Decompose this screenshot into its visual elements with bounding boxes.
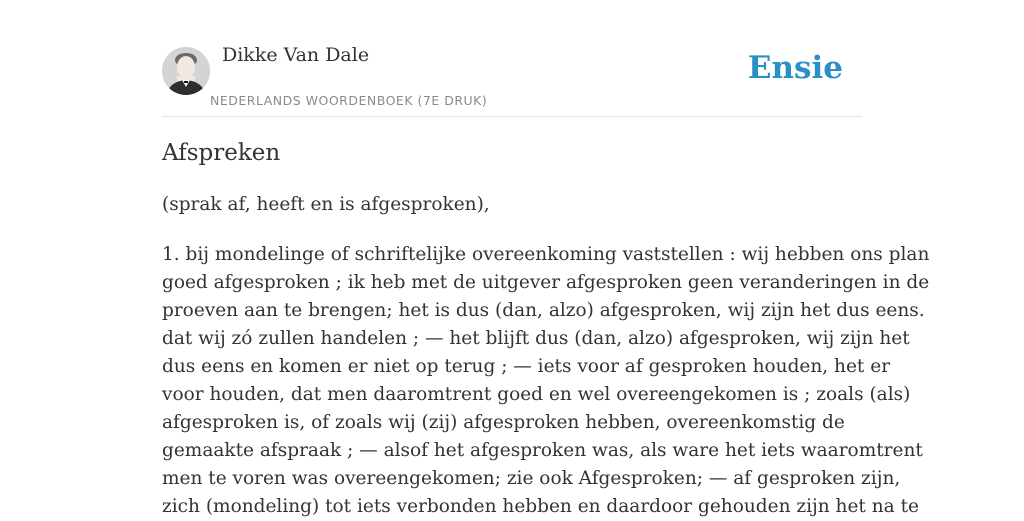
author-avatar[interactable] (162, 47, 210, 95)
header (162, 0, 862, 117)
definition-line: 1. bij mondelinge of schriftelijke overeenkoming vaststellen : wij hebben ons plan (162, 244, 930, 265)
definition-line: voor houden, dat men daaromtrent goed en wel overeengekomen is ; zoals (als) (162, 384, 911, 405)
definition-line: proeven aan te brengen; het is dus (dan, alzo) afgesproken, wij zijn het dus eens. (162, 300, 925, 321)
portrait-icon (162, 47, 210, 95)
entry-definition (162, 241, 930, 521)
definition-line: gemaakte afspraak ; — alsof het afgesproken was, als ware het iets waaromtrent (162, 440, 923, 461)
entry-summary: (sprak af, heeft en is afgesproken), (162, 194, 490, 215)
source-title[interactable]: NEDERLANDS WOORDENBOEK (7E DRUK) (210, 93, 488, 108)
entry-title: Afspreken (162, 140, 281, 166)
definition-line: dus eens en komen er niet op terug ; — iets voor af gesproken houden, het er (162, 356, 891, 377)
definition-line: afgesproken is, of zoals wij (zij) afgesproken hebben, overeenkomstig de (162, 412, 845, 433)
definition-line: dat wij zó zullen handelen ; — het blijft dus (dan, alzo) afgesproken, wij zijn het (162, 328, 910, 349)
brand-logo[interactable]: Ensie (747, 50, 843, 86)
page (162, 0, 930, 517)
author-name[interactable]: Dikke Van Dale (222, 44, 370, 66)
definition-line: men te voren was overeengekomen; zie ook Afgesproken; — af gesproken zijn, (162, 468, 901, 489)
definition-line: goed afgesproken ; ik heb met de uitgever afgesproken geen veranderingen in de (162, 272, 930, 293)
definition-line: zich (mondeling) tot iets verbonden hebben en daardoor gehouden zijn het na te (162, 496, 919, 517)
